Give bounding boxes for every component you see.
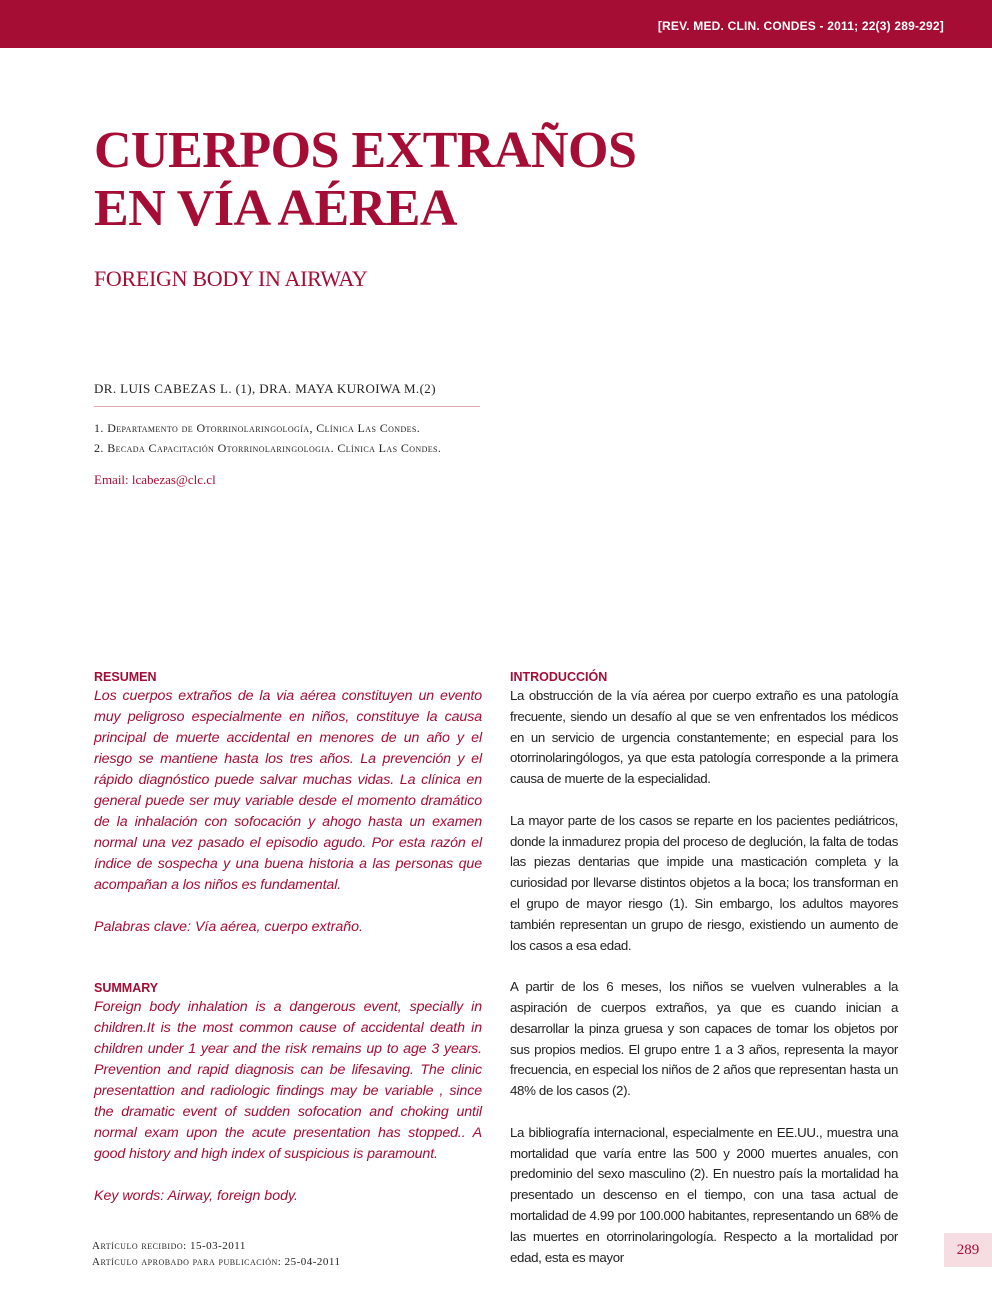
resumen-keywords: Palabras clave: Vía aérea, cuerpo extraño. [94, 919, 363, 935]
title-line-1: CUERPOS EXTRAÑOS [94, 122, 637, 179]
title-line-2: EN VÍA AÉREA [94, 180, 457, 237]
authors: DR. LUIS CABEZAS L. (1), DRA. MAYA KUROIWA M.(2) [94, 381, 436, 396]
intro-paragraph-3: A partir de los 6 meses, los niños se vuelven vulnerables a la aspiración de cuerpos extraños, ya que es cuando inician a desarrollar la pinza gruesa y son capaces de tomar los objetos por sus propios medios. El grupo entre 1 a 3 años, representa la mayor frecuencia, en especial los niños de 2 años que representan hasta un 48% de los casos (2). [510, 979, 898, 1099]
page-number: 289 [944, 1233, 992, 1267]
summary-heading: SUMMARY [94, 981, 159, 995]
article-dates [92, 1238, 341, 1270]
summary-keywords: Key words: Airway, foreign body. [94, 1188, 298, 1204]
english-title: FOREIGN BODY IN AIRWAY [94, 266, 368, 291]
summary-text: Foreign body inhalation is a dangerous event, specially in children.It is the most common cause of accidental death in children under 1 year and the risk remains up to age 3 years. Prevention and rapid diagnosis can be lifesaving. The clinic presentattion and radiologic findings may be variable , since the dramatic event of sudden sofocation and choking until normal exam upon the acute presentation has stopped.. A good history and high index of suspicious is paramount. [94, 999, 482, 1162]
author-email[interactable]: Email: lcabezas@clc.cl [94, 472, 216, 487]
article-title [94, 122, 794, 238]
introduccion-heading: INTRODUCCIÓN [510, 670, 608, 684]
introduction-column [510, 668, 898, 1289]
resumen-text: Los cuerpos extraños de la via aérea constituyen un evento muy peligroso especialmente en niños, constituye la causa principal de muerte accidental en menores de un año y el riesgo se mantiene hasta los tres años. La prevención y el rápido diagnóstico puede salvar muchas vidas. La clínica en general puede ser muy variable desde el momento dramático de la inhalación con sofocación y ahogo hasta un examen normal una vez pasado el episodio agudo. Por esta razón el índice de sospecha y una buena historia a las personas que acompañan a los niños es fundamental. [94, 688, 482, 893]
intro-paragraph-4: La bibliografía internacional, especialmente en EE.UU., muestra una mortalidad que varía entre las 500 y 2000 muertes anuales, con predominio del sexo masculino (2). En nuestro país la mortalidad ha presentado un descenso en el tiempo, con una tasa actual de mortalidad de 4.99 por 100.000 habitantes, representando un 68% de las muertes en otorrinolaringología. Respecto a la mortalidad por edad, esta es mayor [510, 1124, 898, 1265]
affiliation-2: 2. Becada Capacitación Otorrinolaringologia. Clínica Las Condes. [94, 441, 442, 455]
header-bar [0, 0, 992, 48]
intro-paragraph-1: La obstrucción de la vía aérea por cuerpo extraño es una patología frecuente, siendo un desafío al que se ven enfrentados los médicos en un servicio de urgencia constantemente; en especial para los otorrinolaringólogos, ya que esta patología corresponde a la primera causa de muerte de la especialidad. [510, 688, 898, 787]
journal-citation: [REV. MED. CLIN. CONDES - 2011; 22(3) 289-292] [657, 19, 944, 33]
abstract-column [94, 668, 482, 1207]
received-date: Artículo recibido: 15-03-2011 [92, 1240, 246, 1252]
approved-date: Artículo aprobado para publicación: 25-04-2011 [92, 1256, 341, 1268]
affiliations [94, 418, 441, 458]
resumen-heading: RESUMEN [94, 670, 157, 684]
intro-paragraph-2: La mayor parte de los casos se reparte en los pacientes pediátricos, donde la inmadurez propia del proceso de deglución, la falta de todas las piezas dentarias que impide una masticación completa y la curiosidad por llevarse distintos objetos a la boca; los transforman en el grupo de mayor riesgo (1). Sin embargo, los adultos mayores también representan un grupo de riesgo, existiendo un aumento de los casos a esa edad. [510, 812, 898, 953]
affiliation-1: 1. Departamento de Otorrinolaringología, Clínica Las Condes. [94, 421, 421, 435]
author-divider [94, 406, 480, 407]
